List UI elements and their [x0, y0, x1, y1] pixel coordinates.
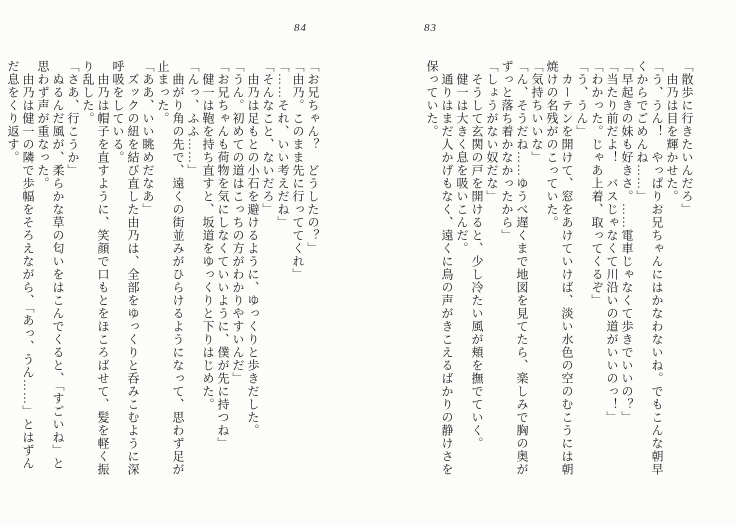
- text-line: 由乃は帽子を直すように、笑顔で口もとをほころばせて、髪を軽く振り乱した。: [81, 60, 110, 476]
- text-line: 曲がり角の先で、遠くの街並みがひらけるようになって、思わず足が止まった。: [156, 60, 185, 476]
- text-line: 「……それ、いい考えだね」: [276, 60, 290, 229]
- text-line: 健一は鞄を持ち直すと、坂道をゆっくりと下りはじめた。: [201, 60, 215, 411]
- text-line: 「さあ、行こうか」: [66, 60, 80, 177]
- text-line: 健一は大きく息を吸いこんだ。: [455, 60, 469, 255]
- page-number-left: 84: [294, 22, 307, 34]
- text-line: カーテンを開けて、窓をあけていけば、淡い水色の空のむこうには朝焼けの名残がのこっていた。: [545, 60, 574, 476]
- text-line: 「由乃。このまま先に行っててくれ」: [291, 60, 305, 281]
- text-line: 「わかった。じゃあ上着、取ってくるぞ」: [590, 60, 604, 307]
- text-line: 「お兄ちゃんも荷物を気にしなくていいように、僕が先に持つね」: [216, 60, 230, 450]
- text-line: 「当たり前だよ！ バスじゃなくて川沿いの道がいいのっ！」: [605, 60, 619, 424]
- page-right-text-block: [379, 60, 694, 480]
- text-line: 由乃は足もとの小石を避けるように、ゆっくりと歩きだした。: [246, 60, 260, 437]
- text-line: 「気持ちいいな」: [530, 60, 544, 164]
- text-line: 「しょうがない奴だな」: [485, 60, 499, 203]
- text-line: 「お兄ちゃん？ どうしたの？」: [306, 60, 320, 255]
- text-line: ぬるんだ風が、柔らかな草の匂いをはこんでくると、「すごいね」と思わず声が重なった。: [36, 60, 65, 470]
- text-line: 「んっ、ふふ……」: [186, 60, 200, 177]
- text-line: 「散歩に行きたいんだろ」: [680, 60, 694, 216]
- text-line: そうして玄関の戸を開けると、少し冷たい風が頬を撫でていく。: [470, 60, 484, 450]
- text-line: 「うん。初めての道はこっちの方がわかりやすいんだ」: [231, 60, 245, 385]
- text-line: 由乃は目を輝かせた。: [665, 60, 679, 203]
- text-line: 「そんなこと、ないだろ」: [261, 60, 275, 216]
- page-left-text-block: [5, 60, 320, 480]
- text-line: 「ああ、いい眺めだなあ」: [141, 60, 155, 216]
- text-line: ズックの紐を結び直した由乃は、全部をゆっくりと呑みこむように深呼吸をしている。: [111, 60, 140, 476]
- text-line: 「う、うん」: [575, 60, 589, 138]
- text-line: 由乃は健一の隣で歩幅をそろえながら、「あっ、うん……」とはずんだ息をくり返す。: [6, 60, 35, 470]
- text-line: 「ん、そうだね……ゆうべ遅くまで地図を見てたら、楽しみで胸の奥がずっと落ち着かなかったから」: [500, 60, 529, 476]
- text-line: 通りはまだ人かげもなく、遠くに鳥の声がきこえるばかりの静けさを保っていた。: [425, 60, 454, 476]
- page-number-right: 83: [424, 22, 437, 34]
- text-line: 「う、うん！ やっぱりお兄ちゃんにはかなわないね。でもこんな朝早くからでごめんね……」: [635, 60, 664, 476]
- text-line: 「早起きの妹も好きさ。……電車じゃなくて歩きでいいの？」: [620, 60, 634, 424]
